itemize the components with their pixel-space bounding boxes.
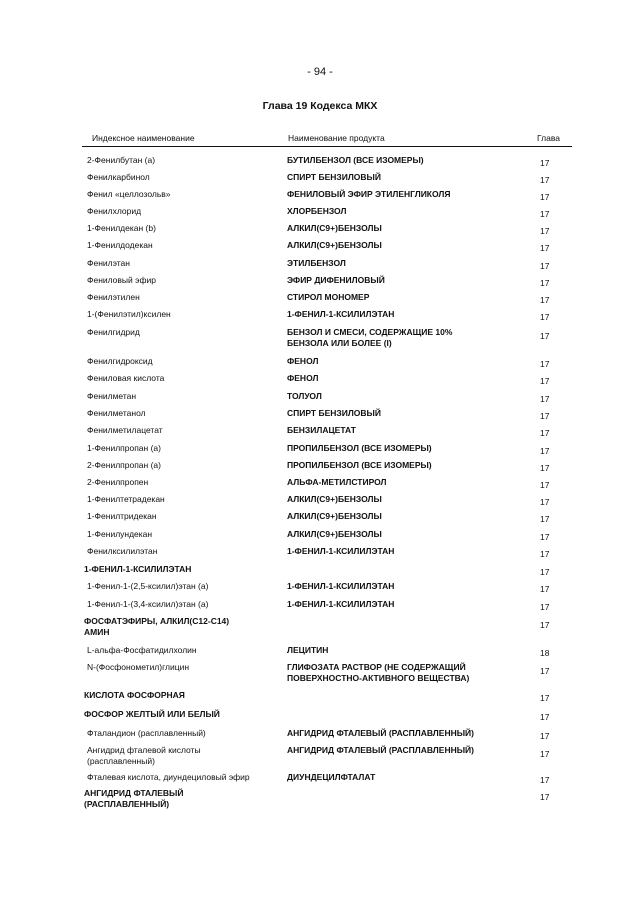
product-name-cell	[287, 408, 527, 419]
chapter-cell: 17	[540, 749, 550, 759]
product-name-line: АЛКИЛ(С9+)БЕНЗОЛЫ	[287, 529, 382, 539]
product-name-cell	[287, 206, 527, 217]
product-name-line: ПОВЕРХНОСТНО-АКТИВНОГО ВЕЩЕСТВА)	[287, 673, 470, 683]
product-name-cell	[287, 546, 527, 557]
product-name-cell	[287, 327, 527, 349]
chapter-cell: 17	[540, 514, 550, 524]
product-name-line: БЕНЗОЛ И СМЕСИ, СОДЕРЖАЩИЕ 10%	[287, 327, 453, 337]
index-name-line: 1-Фенилпропан (а)	[87, 443, 161, 453]
product-name-line: 1-ФЕНИЛ-1-КСИЛИЛЭТАН	[287, 581, 395, 591]
product-name-cell	[287, 599, 527, 610]
index-name-line: (расплавленный)	[87, 756, 155, 766]
index-name-line: Фталевая кислота, диундециловый эфир	[87, 772, 250, 782]
product-name-line: 1-ФЕНИЛ-1-КСИЛИЛЭТАН	[287, 599, 395, 609]
index-name-cell	[87, 408, 277, 419]
index-name-line: 2-Фенилпропан (а)	[87, 460, 161, 470]
product-name-cell	[287, 494, 527, 505]
chapter-cell: 17	[540, 331, 550, 341]
index-name-line: 1-ФЕНИЛ-1-КСИЛИЛЭТАН	[84, 564, 192, 574]
product-name-line: ПРОПИЛБЕНЗОЛ (ВСЕ ИЗОМЕРЫ)	[287, 460, 432, 470]
index-name-cell	[87, 373, 277, 384]
index-name-cell	[84, 690, 274, 701]
index-name-line: (РАСПЛАВЛЕННЫЙ)	[84, 799, 170, 809]
index-name-line: N-(Фосфонометил)глицин	[87, 662, 190, 672]
product-name-cell	[287, 662, 527, 684]
chapter-cell: 17	[540, 209, 550, 219]
product-name-line: ФЕНИЛОВЫЙ ЭФИР ЭТИЛЕНГЛИКОЛЯ	[287, 189, 451, 199]
chapter-cell: 17	[540, 411, 550, 421]
product-name-cell	[287, 645, 527, 656]
index-name-line: 1-Фенилдодекан	[87, 240, 153, 250]
chapter-cell: 17	[540, 394, 550, 404]
index-name-line: 1-Фенилундекан	[87, 529, 153, 539]
product-name-cell	[287, 223, 527, 234]
product-name-cell	[287, 391, 527, 402]
chapter-cell: 17	[540, 693, 550, 703]
index-name-cell	[87, 258, 277, 269]
index-name-cell	[87, 645, 277, 656]
index-name-cell	[87, 662, 277, 673]
chapter-cell: 17	[540, 602, 550, 612]
product-name-line: ХЛОРБЕНЗОЛ	[287, 206, 347, 216]
index-name-line: Фениловая кислота	[87, 373, 165, 383]
product-name-line: 1-ФЕНИЛ-1-КСИЛИЛЭТАН	[287, 546, 395, 556]
product-name-cell	[287, 275, 527, 286]
chapter-cell: 17	[540, 731, 550, 741]
index-name-line: Фенилгидрид	[87, 327, 140, 337]
index-name-line: Фенилэтилен	[87, 292, 140, 302]
index-name-line: 1-Фенилдекан (b)	[87, 223, 156, 233]
chapter-cell: 17	[540, 532, 550, 542]
product-name-cell	[287, 745, 527, 756]
index-name-line: 1-Фенил-1-(3,4-ксилил)этан (а)	[87, 599, 209, 609]
chapter-cell: 18	[540, 648, 550, 658]
index-name-line: Фенилкарбинол	[87, 172, 150, 182]
page-number: - 94 -	[307, 66, 333, 78]
product-name-cell	[287, 172, 527, 183]
product-name-line: 1-ФЕНИЛ-1-КСИЛИЛЭТАН	[287, 309, 395, 319]
product-name-cell	[287, 460, 527, 471]
index-name-line: L-альфа-Фосфатидилхолин	[87, 645, 197, 655]
index-name-line: КИСЛОТА ФОСФОРНАЯ	[84, 690, 185, 700]
index-name-line: 1-(Фенилэтил)ксилен	[87, 309, 171, 319]
index-name-cell	[87, 772, 277, 783]
header-chapter: Глава	[537, 133, 560, 143]
chapter-cell: 17	[540, 620, 550, 630]
index-name-cell	[84, 616, 274, 638]
product-name-cell	[287, 772, 527, 783]
index-name-cell	[87, 327, 277, 338]
index-name-cell	[87, 546, 277, 557]
chapter-cell: 17	[540, 549, 550, 559]
index-name-line: 1-Фенил-1-(2,5-ксилил)этан (а)	[87, 581, 209, 591]
product-name-line: СТИРОЛ МОНОМЕР	[287, 292, 370, 302]
index-name-line: 2-Фенилбутан (а)	[87, 155, 156, 165]
index-name-line: АНГИДРИД ФТАЛЕВЫЙ	[84, 788, 184, 798]
chapter-cell: 17	[540, 175, 550, 185]
product-name-line: ЭТИЛБЕНЗОЛ	[287, 258, 346, 268]
product-name-line: АНГИДРИД ФТАЛЕВЫЙ (РАСПЛАВЛЕННЫЙ)	[287, 745, 474, 755]
product-name-cell	[287, 373, 527, 384]
product-name-line: БУТИЛБЕНЗОЛ (ВСЕ ИЗОМЕРЫ)	[287, 155, 424, 165]
index-name-cell	[87, 275, 277, 286]
index-name-line: Фениловый эфир	[87, 275, 156, 285]
product-name-cell	[287, 477, 527, 488]
product-name-cell	[287, 258, 527, 269]
product-name-line: АЛКИЛ(С9+)БЕНЗОЛЫ	[287, 240, 382, 250]
product-name-cell	[287, 189, 527, 200]
product-name-line: АЛКИЛ(С9+)БЕНЗОЛЫ	[287, 511, 382, 521]
index-name-cell	[87, 189, 277, 200]
header-product-name: Наименование продукта	[288, 133, 385, 143]
chapter-cell: 17	[540, 278, 550, 288]
product-name-line: ФЕНОЛ	[287, 373, 319, 383]
index-name-cell	[87, 460, 277, 471]
chapter-cell: 17	[540, 567, 550, 577]
index-name-line: Фенилметан	[87, 391, 137, 401]
index-name-cell	[87, 425, 277, 436]
chapter-cell: 17	[540, 376, 550, 386]
index-name-cell	[87, 240, 277, 251]
chapter-cell: 17	[540, 463, 550, 473]
index-name-cell	[87, 529, 277, 540]
index-name-cell	[87, 172, 277, 183]
product-name-cell	[287, 425, 527, 436]
chapter-cell: 17	[540, 312, 550, 322]
product-name-line: АЛКИЛ(С9+)БЕНЗОЛЫ	[287, 494, 382, 504]
product-name-cell	[287, 728, 527, 739]
index-name-cell	[84, 788, 274, 810]
product-name-line: БЕНЗОЛА ИЛИ БОЛЕЕ (I)	[287, 338, 392, 348]
product-name-line: ЭФИР ДИФЕНИЛОВЫЙ	[287, 275, 385, 285]
index-name-cell	[87, 309, 277, 320]
product-name-line: АЛКИЛ(С9+)БЕНЗОЛЫ	[287, 223, 382, 233]
index-name-cell	[87, 477, 277, 488]
product-name-cell	[287, 309, 527, 320]
product-name-line: АЛЬФА-МЕТИЛСТИРОЛ	[287, 477, 387, 487]
index-name-cell	[87, 728, 277, 739]
page-title: Глава 19 Кодекса МКХ	[262, 100, 378, 112]
index-name-cell	[87, 356, 277, 367]
product-name-line: ФЕНОЛ	[287, 356, 319, 366]
chapter-cell: 17	[540, 666, 550, 676]
index-name-line: ФОСФАТЭФИРЫ, АЛКИЛ(С12-С14)	[84, 616, 230, 626]
index-name-line: Фенилксилилэтан	[87, 546, 158, 556]
chapter-cell: 17	[540, 712, 550, 722]
index-name-line: Фенилгидроксид	[87, 356, 153, 366]
index-name-line: Фенил «целлозольв»	[87, 189, 171, 199]
chapter-cell: 17	[540, 480, 550, 490]
chapter-cell: 17	[540, 497, 550, 507]
index-name-cell	[87, 745, 277, 767]
index-name-line: 1-Фенилтетрадекан	[87, 494, 165, 504]
index-name-cell	[87, 292, 277, 303]
index-name-cell	[84, 564, 274, 575]
index-name-line: Ангидрид фталевой кислоты	[87, 745, 201, 755]
chapter-cell: 17	[540, 775, 550, 785]
index-name-cell	[87, 599, 277, 610]
chapter-cell: 17	[540, 158, 550, 168]
index-name-cell	[87, 511, 277, 522]
chapter-cell: 17	[540, 243, 550, 253]
index-name-cell	[84, 709, 274, 720]
product-name-cell	[287, 581, 527, 592]
product-name-cell	[287, 155, 527, 166]
index-name-line: Фенилметилацетат	[87, 425, 163, 435]
index-name-line: Фталандион (расплавленный)	[87, 728, 206, 738]
index-name-line: АМИН	[84, 627, 110, 637]
index-name-cell	[87, 155, 277, 166]
chapter-cell: 17	[540, 792, 550, 802]
product-name-line: СПИРТ БЕНЗИЛОВЫЙ	[287, 408, 381, 418]
index-name-line: Фенилметанол	[87, 408, 146, 418]
chapter-cell: 17	[540, 226, 550, 236]
index-name-cell	[87, 494, 277, 505]
product-name-line: СПИРТ БЕНЗИЛОВЫЙ	[287, 172, 381, 182]
index-name-cell	[87, 206, 277, 217]
product-name-line: АНГИДРИД ФТАЛЕВЫЙ (РАСПЛАВЛЕННЫЙ)	[287, 728, 474, 738]
index-name-cell	[87, 223, 277, 234]
product-name-cell	[287, 240, 527, 251]
product-name-cell	[287, 529, 527, 540]
header-index-name: Индексное наименование	[92, 133, 195, 143]
product-name-line: ЛЕЦИТИН	[287, 645, 329, 655]
chapter-cell: 17	[540, 584, 550, 594]
index-name-cell	[87, 391, 277, 402]
product-name-cell	[287, 511, 527, 522]
index-name-line: 2-Фенилпропен	[87, 477, 149, 487]
index-name-line: 1-Фенилтридекан	[87, 511, 157, 521]
product-name-cell	[287, 292, 527, 303]
chapter-cell: 17	[540, 428, 550, 438]
product-name-line: БЕНЗИЛАЦЕТАТ	[287, 425, 356, 435]
index-name-line: Фенилхлорид	[87, 206, 142, 216]
chapter-cell: 17	[540, 261, 550, 271]
product-name-line: ТОЛУОЛ	[287, 391, 322, 401]
index-name-cell	[87, 581, 277, 592]
product-name-line: ГЛИФОЗАТА РАСТВОР (НЕ СОДЕРЖАЩИЙ	[287, 662, 466, 672]
chapter-cell: 17	[540, 446, 550, 456]
product-name-cell	[287, 356, 527, 367]
chapter-cell: 17	[540, 192, 550, 202]
product-name-line: ПРОПИЛБЕНЗОЛ (ВСЕ ИЗОМЕРЫ)	[287, 443, 432, 453]
chapter-cell: 17	[540, 359, 550, 369]
index-name-cell	[87, 443, 277, 454]
index-name-line: ФОСФОР ЖЕЛТЫЙ ИЛИ БЕЛЫЙ	[84, 709, 220, 719]
product-name-line: ДИУНДЕЦИЛФТАЛАТ	[287, 772, 376, 782]
product-name-cell	[287, 443, 527, 454]
chapter-cell: 17	[540, 295, 550, 305]
index-name-line: Фенилэтан	[87, 258, 130, 268]
